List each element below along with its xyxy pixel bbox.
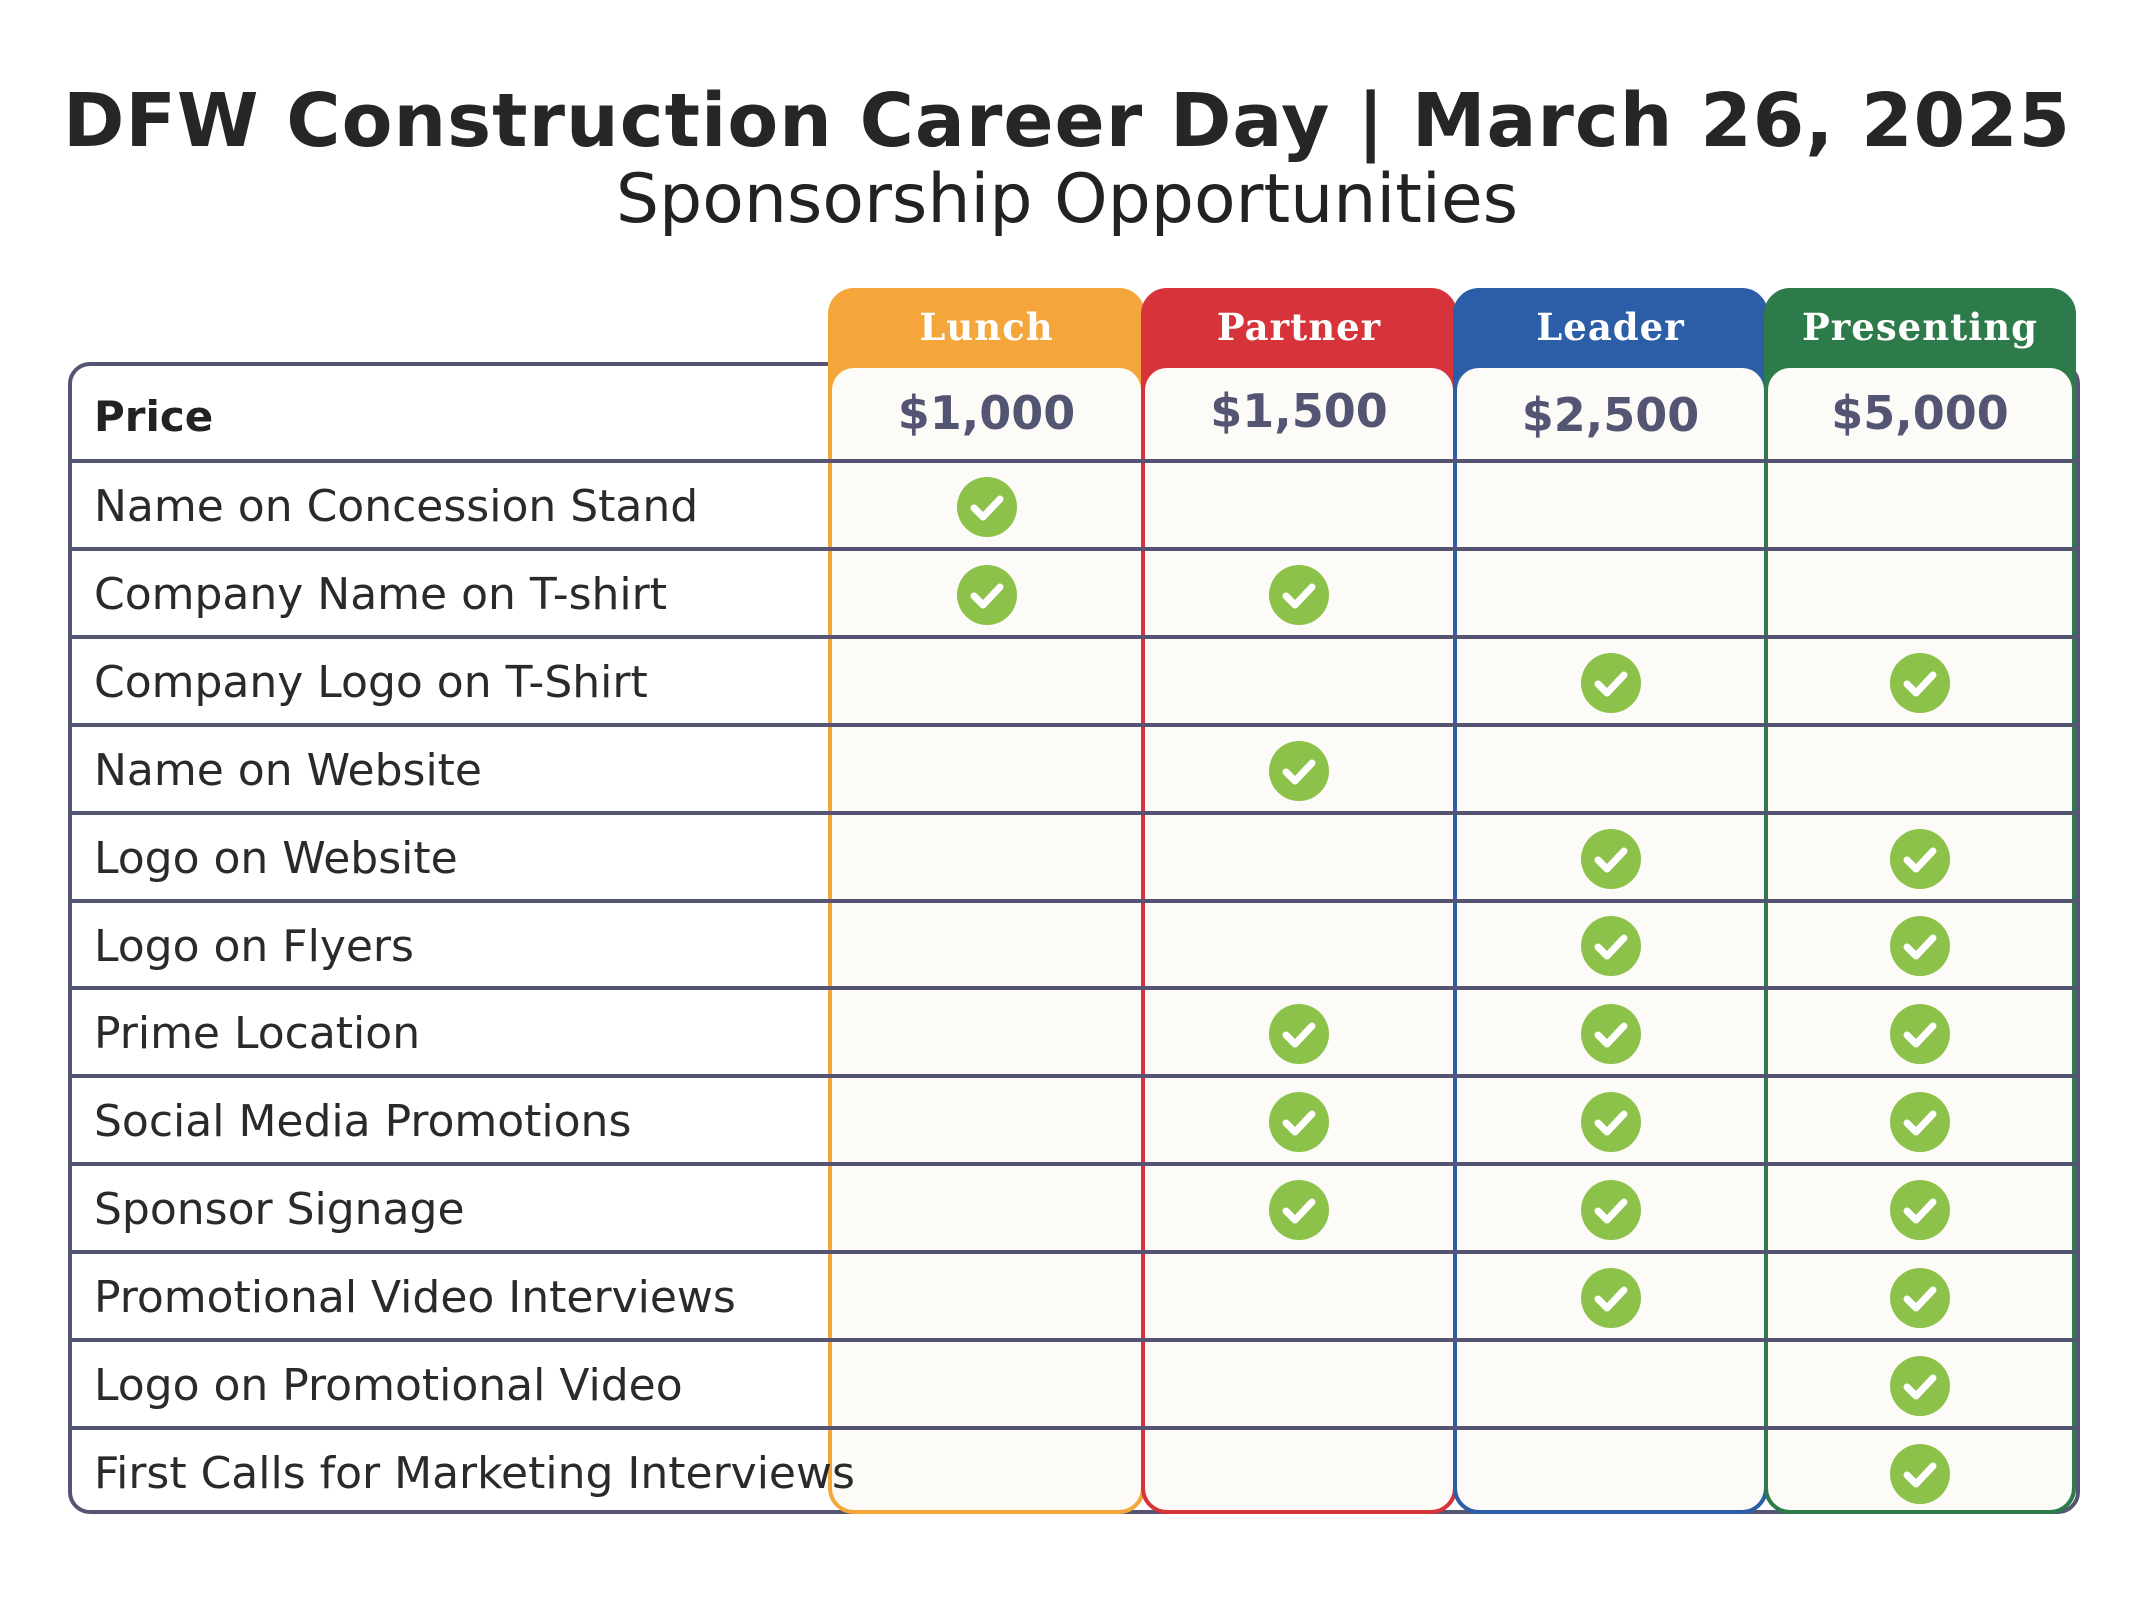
tier-name: Leader <box>1536 305 1685 349</box>
tier-name: Presenting <box>1801 305 2039 349</box>
row-divider <box>70 723 2078 727</box>
page-subtitle: Sponsorship Opportunities <box>615 160 1519 239</box>
check-icon <box>1890 1268 1950 1328</box>
row-divider <box>70 986 2078 990</box>
check-icon <box>1890 1004 1950 1064</box>
price-row-label: Price <box>94 392 214 441</box>
check-icon <box>1581 829 1641 889</box>
tier-price: $5,000 <box>1831 386 2009 440</box>
benefit-label: Social Media Promotions <box>94 1096 632 1148</box>
check-icon <box>1581 1004 1641 1064</box>
benefit-label: Sponsor Signage <box>94 1184 465 1236</box>
check-icon <box>1890 1444 1950 1504</box>
row-divider <box>70 811 2078 815</box>
benefit-label: First Calls for Marketing Interviews <box>94 1447 855 1499</box>
benefit-label: Logo on Promotional Video <box>94 1360 683 1411</box>
check-icon <box>1581 1180 1641 1240</box>
check-icon <box>957 565 1017 625</box>
check-icon <box>1581 653 1641 713</box>
check-icon <box>1581 1092 1641 1152</box>
row-divider <box>70 1426 2078 1430</box>
check-icon <box>1269 741 1329 801</box>
tier-price: $1,000 <box>897 386 1076 440</box>
check-icon <box>1269 1092 1329 1152</box>
row-divider <box>70 1074 2078 1078</box>
tier-name: Lunch <box>919 305 1054 349</box>
tier-price: $1,500 <box>1210 384 1388 438</box>
check-icon <box>1581 916 1641 976</box>
check-icon <box>1581 1268 1641 1328</box>
page-title: DFW Construction Career Day | March 26, 2025 <box>62 78 2072 164</box>
row-divider <box>70 1338 2078 1342</box>
row-divider <box>70 1250 2078 1254</box>
benefit-label: Name on Website <box>94 744 482 796</box>
benefit-label: Company Logo on T-Shirt <box>94 656 648 708</box>
row-divider <box>70 899 2078 903</box>
tier-price: $2,500 <box>1521 388 1700 442</box>
check-icon <box>1890 1092 1950 1152</box>
check-icon <box>957 477 1017 537</box>
benefit-label: Prime Location <box>94 1008 421 1060</box>
row-divider <box>70 1162 2078 1166</box>
row-divider <box>70 635 2078 639</box>
tier-name: Partner <box>1216 305 1382 349</box>
check-icon <box>1269 565 1329 625</box>
benefit-label: Logo on Flyers <box>94 920 414 972</box>
benefit-label: Logo on Website <box>94 832 458 884</box>
check-icon <box>1890 916 1950 976</box>
check-icon <box>1269 1180 1329 1240</box>
benefit-label: Promotional Video Interviews <box>94 1272 736 1324</box>
benefit-label: Name on Concession Stand <box>94 481 699 532</box>
check-icon <box>1890 829 1950 889</box>
check-icon <box>1890 1356 1950 1416</box>
row-divider <box>70 547 2078 551</box>
row-divider <box>70 459 2078 463</box>
check-icon <box>1890 653 1950 713</box>
check-icon <box>1890 1180 1950 1240</box>
benefit-label: Company Name on T-shirt <box>94 568 667 620</box>
check-icon <box>1269 1004 1329 1064</box>
